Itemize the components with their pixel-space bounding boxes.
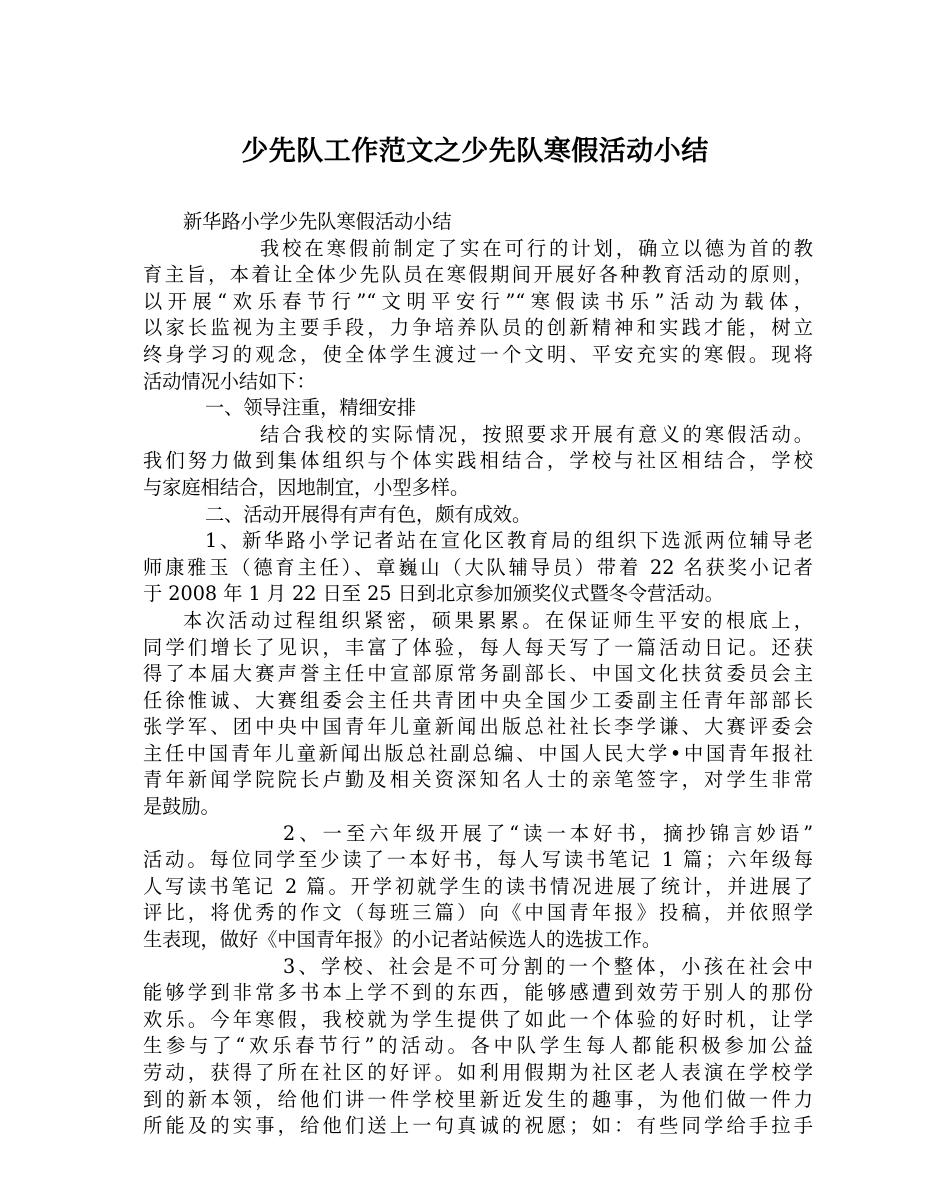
paragraph-line: 所能及的实事，给他们送上一句真诚的祝愿；如：有些同学给手拉手 (143, 1114, 813, 1138)
paragraph-line: 生表现，做好《中国青年报》的小记者站候选人的选拔工作。 (143, 928, 662, 952)
paragraph-line: 以家长监视为主要手段，力争培养队员的创新精神和实践才能，树立 (143, 316, 813, 340)
paragraph-line: 于 2008 年 1 月 22 日至 25 日到北京参加颁奖仪式暨冬令营活动。 (143, 582, 724, 606)
paragraph-line: 我们努力做到集体组织与个体实践相结合，学校与社区相结合，学校 (143, 449, 813, 473)
paragraph-line: 评比，将优秀的作文（每班三篇）向《中国青年报》投稿，并依照学 (143, 901, 813, 925)
paragraph-line: 终身学习的观念，使全体学生渡过一个文明、平安充实的寒假。现将 (143, 342, 813, 366)
paragraph-line: 活动情况小结如下： (143, 369, 316, 393)
paragraph-line: 能够学到非常多书本上学不到的东西，能够感遭到效劳于别人的那份 (143, 981, 813, 1005)
paragraph-line: 是鼓励。 (143, 795, 220, 819)
paragraph-line: 3、学校、社会是不可分割的一个整体，小孩在社会中 (283, 954, 813, 978)
document-body (143, 209, 813, 1140)
section-heading: 一、领导注重，精细安排 (205, 396, 417, 420)
paragraph-line: 欢乐。今年寒假，我校就为学生提供了如此一个体验的好时机，让学 (143, 1007, 813, 1031)
paragraph-line: 本次活动过程组织紧密，硕果累累。在保证师生平安的根底上， (183, 608, 813, 632)
paragraph-line: 以开展“欢乐春节行”“文明平安行”“寒假读书乐”活动为载体， (143, 289, 813, 313)
paragraph-line: 同学们增长了见识，丰富了体验，每人每天写了一篇活动日记。还获 (143, 635, 813, 659)
paragraph-line: 1、新华路小学记者站在宣化区教育局的组织下选派两位辅导老 (205, 529, 813, 553)
paragraph-line: 2、一至六年级开展了“读一本好书，摘抄锦言妙语” (283, 821, 813, 845)
subtitle-line: 新华路小学少先队寒假活动小结 (183, 210, 452, 233)
paragraph-line: 师康雅玉（德育主任）、章巍山（大队辅导员）带着 22 名获奖小记者 (143, 555, 813, 579)
paragraph-line: 结合我校的实际情况，按照要求开展有意义的寒假活动。 (260, 422, 813, 446)
paragraph-line: 青年新闻学院院长卢勤及相关资深知名人士的亲笔签字，对学生非常 (143, 768, 813, 792)
section-heading: 二、活动开展得有声有色，颇有成效。 (205, 502, 532, 526)
paragraph-line: 主任中国青年儿童新闻出版总社副总编、中国人民大学•中国青年报社 (143, 741, 813, 765)
paragraph-line: 人写读书笔记 2 篇。开学初就学生的读书情况进展了统计，并进展了 (143, 874, 813, 898)
paragraph-line: 得了本届大赛声誉主任中宣部原常务副部长、中国文化扶贫委员会主 (143, 662, 813, 686)
paragraph-line: 张学军、团中央中国青年儿童新闻出版总社社长李学谦、大赛评委会 (143, 715, 813, 739)
paragraph-line: 生参与了“欢乐春节行”的活动。各中队学生每人都能积极参加公益 (143, 1034, 813, 1058)
paragraph-line: 劳动，获得了所在社区的好评。如利用假期为社区老人表演在学校学 (143, 1061, 813, 1084)
paragraph-line: 任徐惟诚、大赛组委会主任共青团中央全国少工委副主任青年部部长 (143, 688, 813, 712)
paragraph-line: 与家庭相结合，因地制宜，小型多样。 (143, 475, 470, 499)
paragraph-line: 到的新本领，给他们讲一件学校里新近发生的趣事，为他们做一件力 (143, 1087, 813, 1111)
paragraph-line: 我校在寒假前制定了实在可行的计划，确立以德为首的教 (260, 236, 813, 260)
paragraph-line: 育主旨，本着让全体少先队员在寒假期间开展好各种教育活动的原则， (143, 263, 813, 287)
document-title: 少先队工作范文之少先队寒假活动小结 (241, 136, 709, 167)
paragraph-line: 活动。每位同学至少读了一本好书，每人写读书笔记 1 篇；六年级每 (143, 848, 813, 872)
